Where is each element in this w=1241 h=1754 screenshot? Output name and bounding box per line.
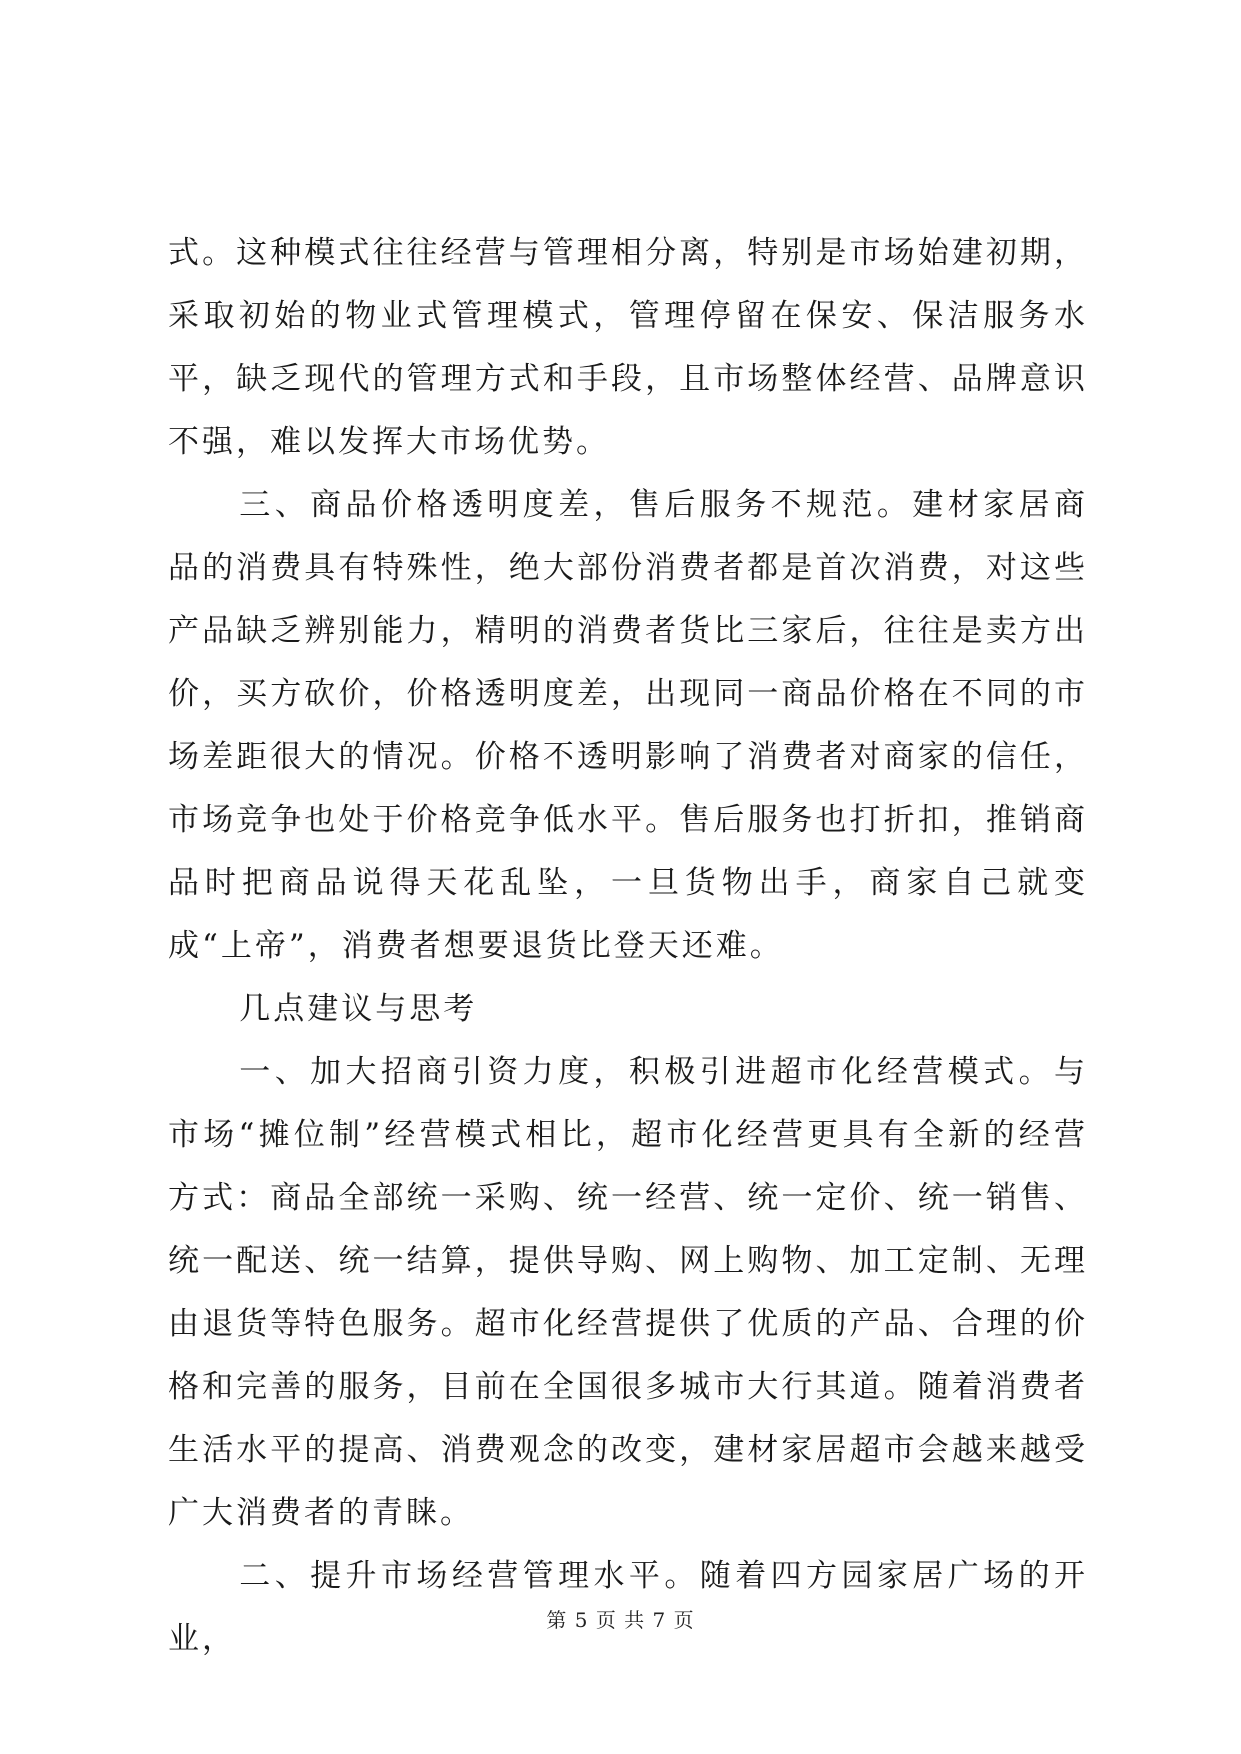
section-heading: 几点建议与思考 xyxy=(239,991,478,1027)
paragraph-suggestion-one: 一、加大招商引资力度，积极引进超市化经营模式。与市场“摊位制”经营模式相比，超市化经营更具有全新的经营方式：商品全部统一采购、统一经营、统一定价、统一销售、统一配送、统一结算，提供导购、网上购物、加工定制、无理由退货等特色服务。超市化经营提供了优质的产品、合理的价格和完善的服务，目前在全国很多城市大行其道。随着消费者生活水平的提高、消费观念的改变，建材家居超市会越来越受广大消费者的青睐。 xyxy=(168,1054,1088,1531)
paragraph-point-three: 三、商品价格透明度差，售后服务不规范。建材家居商品的消费具有特殊性，绝大部份消费者都是首次消费，对这些产品缺乏辨别能力，精明的消费者货比三家后，往往是卖方出价，买方砍价，价格透明度差，出现同一商品价格在不同的市场差距很大的情况。价格不透明影响了消费者对商家的信任，市场竞争也处于价格竞争低水平。售后服务也打折扣，推销商品时把商品说得天花乱坠，一旦货物出手，商家自己就变成“上帝”，消费者想要退货比登天还难。 xyxy=(168,487,1088,964)
page-number-footer: 第 5 页 共 7 页 xyxy=(546,1608,695,1632)
paragraph-suggestion-two: 二、提升市场经营管理水平。随着四方园家居广场的开业， xyxy=(168,1558,1088,1657)
paragraph-continuation: 式。这种模式往往经营与管理相分离，特别是市场始建初期，采取初始的物业式管理模式，管理停留在保安、保洁服务水平，缺乏现代的管理方式和手段，且市场整体经营、品牌意识不强，难以发挥大市场优势。 xyxy=(168,235,1088,460)
document-body xyxy=(168,222,1088,1671)
